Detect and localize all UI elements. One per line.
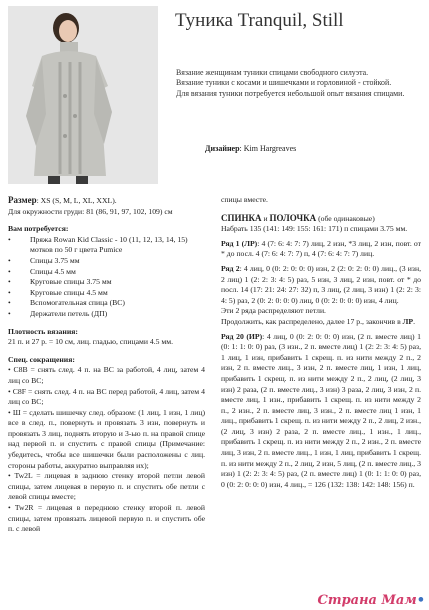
section-heading: [221, 213, 421, 225]
right-column: [221, 195, 421, 490]
intro-text: [176, 68, 411, 99]
designer-label: Дизайнер: [205, 144, 240, 153]
row-2: [221, 264, 421, 306]
site-watermark: [317, 593, 425, 608]
list-item: • Tw2L = лицевая в заднюю стенку второй петли левой спицы, затем лицевая в первую п. и спустить обе петли с левой спицы вместе;: [8, 471, 205, 502]
row-20-label: Ряд 20 (ИР): [221, 331, 263, 341]
list-item: • Вспомогательная спица (ВС): [8, 298, 205, 309]
note-2-text: Продолжить, как распределено, далее 17 р., закончив в: [221, 316, 403, 326]
row-2-text: : 4 лиц, 0 (0: 2: 0: 0: 0) изн, 2 (2: 0: 2: 0: 0) лиц., (3 изн, 2 лиц) 1 (2: 2: 3: 4: 5) раз, 5 изн, 3 лиц, 2 изн, повт. от * до посл. 14 (17: 21: 24: 27: 32) п, 3 лиц, (2 лиц, 3 изн) 1 (2: 2: 3: 4: 5) раз, 2 (0: 2: 0: 0: 0) лиц, 0 (0: 2: 0: 0: 0) изн, 4 лиц.: [221, 263, 421, 305]
section-title-front: ПОЛОЧКА: [269, 212, 317, 223]
section-title-back: СПИНКА: [221, 212, 262, 223]
chest-line: Для окружности груди: 81 (86, 91, 97, 102, 109) см: [8, 206, 173, 216]
abbr-list: [8, 365, 205, 535]
row-2-label: Ряд 2: [221, 263, 240, 273]
list-item: • Пряжа Rowan Kid Classic - 10 (11, 12, 13, 14, 15) мотков по 50 г цвета Pumice: [8, 235, 205, 256]
watermark-dot: •: [416, 593, 425, 608]
row-1-label: Ряд 1 (ЛР): [221, 238, 258, 248]
row-1-text: : 4 (7: 6: 4: 7: 7) лиц, 2 изн, *3 лиц, 2 изн, повт. от * до посл. 4 (7: 6: 4: 7: 7) п, 4 (7: 6: 4: 7: 7) лиц.: [221, 238, 421, 259]
list-item: • Tw2R = лицевая в переднюю стенку второй п. левой спицы, затем провязать лицевой первую п. и спустить обе п. с левой: [8, 503, 205, 534]
list-item: • Круговые спицы 4.5 мм: [8, 288, 205, 299]
density-text: 21 п. и 27 р. = 10 см, лиц. гладью, спицами 4.5 мм.: [8, 337, 174, 347]
intro-line: Вязание туники с косами и шишечками и горловиной - стойкой.: [176, 78, 392, 88]
carry-over-text: спицы вместе.: [221, 195, 268, 204]
row-20-text: : 4 лиц, 0 (0: 2: 0: 0: 0) изн, (2 п. вместе лиц) 1 (0: 1: 1: 0: 0) раз, (3 изн., 2 п. вместе лиц) 1 (2: 2: 3: 4: 5) раз, 1 лиц, 1 изн, прибавить 1 скрещ. п. из нити между 2 п., 2 изн, 2 п. вместе лиц., 3 изн, 2 п. вместе лиц, 1 изн, 1 лиц, прибавить 1 скрещ. п. из нити между 2 п., 2 лиц, (2 лиц, 3 изн) 2 раза, (2 п. вместе лиц., 3 изн) 3 раза, 2 лиц, 3 изн, 2 п. вместе лиц, 1 изн., прибавить 1 скрещ. п. из нити между 2 п., 2 изн., 2 п. вместе лиц, 3 изн., 2 п. вместе лиц 1 изн, 1 лиц., прибавить 1 скрещ. п. из нити между 2 п., 2 лиц, 2 изн., (2 лиц, 3 изн) 2 раза, 2 п. вместе лиц., 1 изн., 1 лиц., прибавить 1 скрещ. п. из нити между 2 п., 2 изн., 2 п. вместе лиц, 3 изн, 2 п. вместе лиц., 1 изн, 1 лиц, прибавить 1 скрещ. п. из нити между 2 п., 2 лиц, 2 изн, 5 лиц, (2 п. вместе лиц., 3 изн) 1 (2: 2: 3: 4: 5) раз, (2 п. вместе лиц) 1 (0: 1: 1: 0: 0) раз, 0 (0: 2: 0: 0: 0) изн, 4 лиц., = 126 (132: 138: 142: 148: 156) п.: [221, 331, 421, 489]
row-1: [221, 239, 421, 260]
size-value: : XS (S, M, L, XL, XXL).: [36, 196, 117, 205]
size-label: Размер: [8, 195, 37, 205]
abbr-title: Спец. сокращения:: [8, 354, 75, 364]
left-column: [8, 195, 205, 535]
list-item: • Спицы 4.5 мм: [8, 267, 205, 278]
materials-list: [8, 235, 205, 320]
designer-line: [205, 144, 296, 153]
intro-line: Для вязания туники потребуется небольшой опыт вязания спицами.: [176, 88, 405, 98]
note-1: Эти 2 ряда распределяют петли.: [221, 306, 326, 316]
list-item: • Держатели петель (ДП): [8, 309, 205, 320]
list-item: • C8B = снять след. 4 п. на ВС за работой, 4 лиц, затем 4 лиц со ВС;: [8, 365, 205, 385]
note-2: [221, 317, 421, 328]
materials-title: Вам потребуется:: [8, 224, 69, 234]
list-item: • Ш = сделать шишечку след. образом: (1 лиц, 1 изн, 1 лиц) все в след. п., повернуть и провязать 3 изн, повернуть и провязать 3 лиц, поднять вторую и 3-ью п. на правой спице над первой п. и спустить с правой спицы (Примечание: убедитесь, чтобы все шишечки были расположены с лиц. стороны работы, аккуратно выправляя их);: [8, 407, 205, 470]
page-title: Туника Tranquil, Still: [175, 10, 344, 31]
model-photo: [8, 6, 158, 184]
size-line: [8, 195, 205, 207]
row-20: [221, 332, 421, 491]
designer-name: : Kim Hargreaves: [239, 144, 297, 153]
list-item: • C8F = снять след. 4 п. на ВС перед работой, 4 лиц, затем 4 лиц со ВС;: [8, 386, 205, 407]
tunic-photo-illustration: [8, 6, 158, 184]
intro-line: Вязание женщинам туники спицами свободного силуэта.: [176, 68, 369, 77]
list-item: • Спицы 3.75 мм: [8, 256, 205, 267]
note-2-end: .: [413, 316, 416, 326]
list-item: • Круговые спицы 3.75 мм: [8, 277, 205, 288]
section-title-and: и: [261, 213, 270, 223]
cast-on-text: Набрать 135 (141: 149: 155: 161: 171) п спицами 3.75 мм.: [221, 224, 408, 234]
note-2-bold: ЛР: [402, 316, 414, 326]
section-note: (обе одинаковые): [316, 213, 375, 223]
density-title: Плотность вязания:: [8, 326, 78, 336]
watermark-text: Страна Мам: [317, 593, 417, 608]
